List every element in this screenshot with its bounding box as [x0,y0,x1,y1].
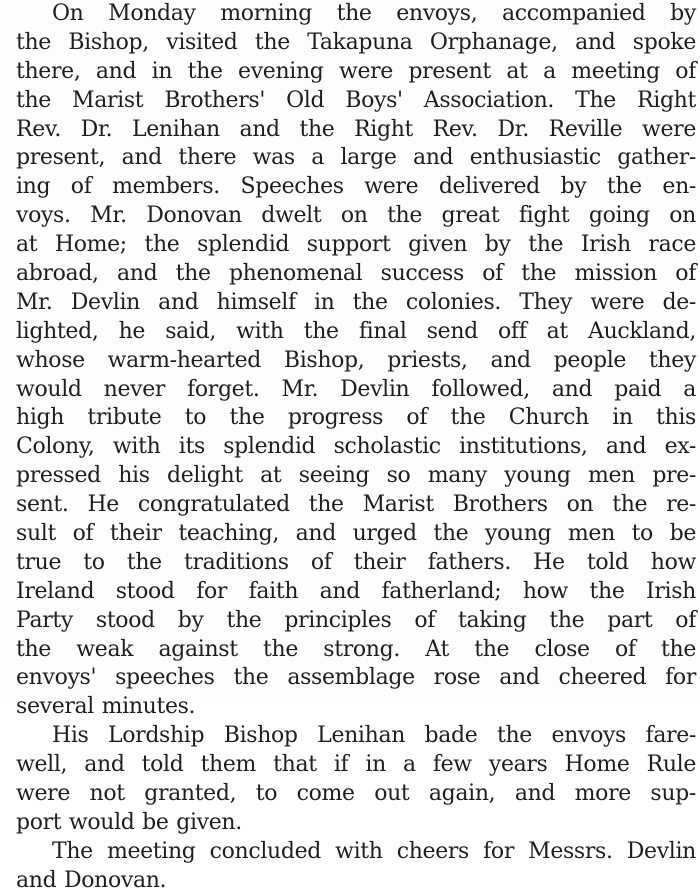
article-line-13: whose warm-hearted Bishop, priests, and people they [16,347,696,373]
article-line-29: port would be given. [16,809,242,835]
article-line-28: were not granted, to come out again, and more sup- [16,781,696,807]
article-line-22: Party stood by the principles of taking the part of [16,607,696,633]
article-line-5: Rev. Dr. Lenihan and the Right Rev. Dr. Reville were [16,116,696,142]
article-line-9: at Home; the splendid support given by the Irish race [16,232,696,258]
article-line-14: would never forget. Mr. Devlin followed, and paid a [16,376,696,402]
article-line-7: ing of members. Speeches were delivered by the en- [16,174,696,200]
article-line-18: sent. He congratulated the Marist Brothers on the re- [16,492,696,518]
article-line-23: the weak against the strong. At the close of the [16,636,696,662]
article-line-20: true to the traditions of their fathers. He told how [16,549,696,575]
article-line-3: there, and in the evening were present at a meeting of [16,58,696,84]
article-line-31: and Donovan. [16,867,167,893]
article-column [16,0,696,896]
article-line-15: high tribute to the progress of the Church in this [16,405,696,431]
article-line-27: well, and told them that if in a few years Home Rule [16,752,696,778]
article-line-26: His Lordship Bishop Lenihan bade the envoys fare- [52,723,696,749]
article-line-11: Mr. Devlin and himself in the colonies. They were de- [16,289,696,315]
article-line-12: lighted, he said, with the final send off at Auckland, [16,318,696,344]
article-line-30: The meeting concluded with cheers for Messrs. Devlin [52,838,696,864]
article-line-19: sult of their teaching, and urged the young men to be [16,521,696,547]
article-line-4: the Marist Brothers' Old Boys' Association. The Right [16,87,696,113]
article-line-16: Colony, with its splendid scholastic institutions, and ex- [16,434,696,460]
article-line-17: pressed his delight at seeing so many young men pre- [16,463,696,489]
article-line-8: voys. Mr. Donovan dwelt on the great fight going on [16,203,696,229]
article-line-2: the Bishop, visited the Takapuna Orphanage, and spoke [16,29,696,55]
article-line-10: abroad, and the phenomenal success of the mission of [16,261,696,287]
article-line-21: Ireland stood for faith and fatherland; how the Irish [16,578,696,604]
article-line-25: several minutes. [16,694,196,720]
article-line-1: On Monday morning the envoys, accompanied by [52,1,696,26]
article-line-24: envoys' speeches the assemblage rose and cheered for [16,665,696,691]
article-line-6: present, and there was a large and enthusiastic gather- [16,145,696,171]
